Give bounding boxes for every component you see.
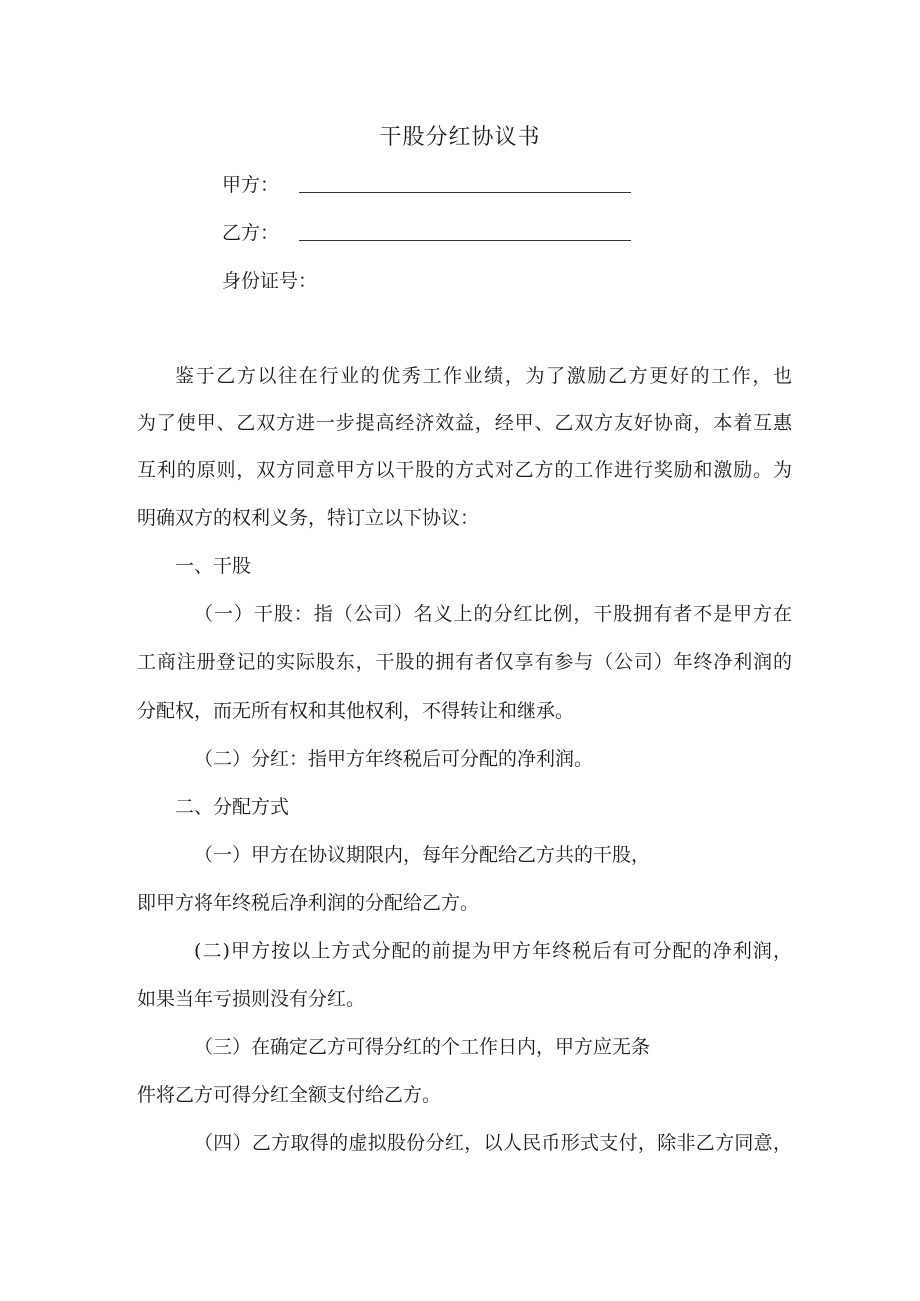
document-title: 干股分红协议书	[379, 125, 541, 150]
clause-line: (二)甲方按以上方式分配的前提为甲方年终税后有可分配的净利润，	[194, 940, 792, 962]
party-b-label: 乙方：	[222, 222, 280, 244]
party-a-field	[222, 170, 279, 200]
party-a-label: 甲方：	[222, 174, 280, 196]
preamble-line: 为了使甲、乙双方进一步提高经济效益，经甲、乙双方友好协商，本着互惠	[137, 412, 792, 434]
party-b-field	[222, 218, 279, 248]
clause-line: （二）分红：指甲方年终税后可分配的净利润。	[194, 748, 594, 770]
clause-line: （四）乙方取得的虚拟股份分红，以人民币形式支付，除非乙方同意，	[194, 1132, 792, 1154]
party-a-blank-line	[299, 192, 631, 193]
clause-line: （一）甲方在协议期限内，每年分配给乙方共的干股，	[194, 844, 651, 866]
clause-line: （三）在确定乙方可得分红的个工作日内，甲方应无条	[194, 1036, 651, 1058]
party-b-blank-line	[299, 240, 631, 241]
clause-line: 件将乙方可得分红全额支付给乙方。	[137, 1084, 442, 1106]
preamble-line: 明确双方的权利义务，特订立以下协议：	[137, 507, 480, 529]
section-heading: 二、分配方式	[175, 796, 290, 818]
id-number-label: 身份证号：	[222, 270, 318, 292]
preamble-line: 互利的原则，双方同意甲方以干股的方式对乙方的工作进行奖励和激励。为	[137, 459, 792, 481]
clause-line: 如果当年亏损则没有分红。	[137, 988, 366, 1010]
clause-line: （一）干股：指（公司）名义上的分红比例，干股拥有者不是甲方在	[194, 603, 792, 625]
section-heading: 一、干股	[175, 555, 252, 577]
id-number-field	[222, 266, 317, 296]
clause-line: 即甲方将年终税后净利润的分配给乙方。	[137, 892, 480, 914]
clause-line: 分配权，而无所有权和其他权利，不得转让和继承。	[137, 700, 575, 722]
clause-line: 工商注册登记的实际股东，干股的拥有者仅享有参与（公司）年终净利润的	[137, 651, 792, 673]
preamble-line: 鉴于乙方以往在行业的优秀工作业绩，为了激励乙方更好的工作，也	[175, 365, 792, 387]
